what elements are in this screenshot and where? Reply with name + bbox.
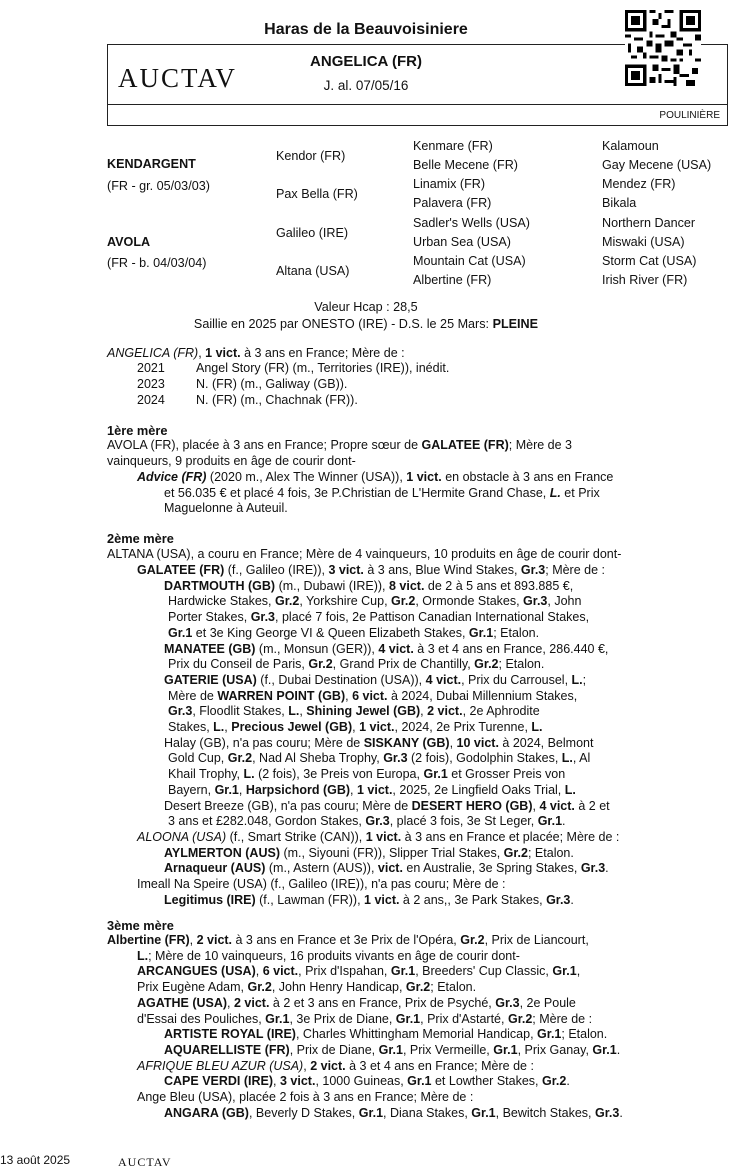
section-title-mere3: 3ème mère	[107, 918, 174, 933]
mere1-advice-line: et 56.035 € et placé 4 fois, 3e P.Christian de L'Hermite Grand Chase, L. et Prix	[164, 486, 600, 500]
hcap-value: Valeur Hcap : 28,5	[314, 300, 418, 314]
mere3-line: Ange Bleu (USA), placée 2 fois à 3 ans en France; Mère de :	[137, 1090, 474, 1104]
mere2-line: 3 ans et £282.048, Gordon Stakes, Gr.3, placé 3 fois, 3e St Leger, Gr.1.	[168, 814, 566, 829]
gen3-item: Kenmare (FR)	[413, 139, 493, 153]
horse-info: J. al. 07/05/16	[323, 78, 409, 93]
mere3-line: CAPE VERDI (IRE), 3 vict., 1000 Guineas, Gr.1 et Lowther Stakes, Gr.2.	[164, 1074, 570, 1089]
produce-text: N. (FR) (m., Galiway (GB)).	[196, 377, 348, 391]
mere2-line: Khail Trophy, L. (2 fois), 3e Preis von Europa, Gr.1 et Grosser Preis von	[168, 767, 566, 782]
gen2-item: Galileo (IRE)	[276, 226, 349, 240]
mere2-line: GALATEE (FR) (f., Galileo (IRE)), 3 vict. à 3 ans, Blue Wind Stakes, Gr.3; Mère de :	[137, 563, 605, 577]
mere2-line: Mère de WARREN POINT (GB), 6 vict. à 2024, Dubai Millennium Stakes,	[168, 688, 578, 703]
horse-name: ANGELICA (FR)	[310, 53, 422, 70]
category-tag: POULINIÈRE	[659, 110, 720, 121]
mere2-line: Porter Stakes, Gr.3, placé 7 fois, 2e Pattison Canadian International Stakes,	[168, 610, 590, 625]
mere2-line: Halay (GB), n'a pas couru; Mère de SISKANY (GB), 10 vict. à 2024, Belmont	[164, 735, 594, 750]
footer-logo: AUCTAV	[118, 1155, 172, 1169]
gen2-item: Kendor (FR)	[276, 149, 346, 163]
header-divider	[107, 104, 727, 105]
mere2-line: Hardwicke Stakes, Gr.2, Yorkshire Cup, Gr.2, Ormonde Stakes, Gr.3, John	[168, 594, 582, 609]
produce-text: N. (FR) (m., Chachnak (FR)).	[196, 393, 358, 407]
mere2-line: Imeall Na Speire (USA) (f., Galileo (IRE)), n'a pas couru; Mère de :	[137, 877, 506, 891]
mere2-line: GATERIE (USA) (f., Dubai Destination (USA)), 4 vict., Prix du Carrousel, L.;	[164, 672, 587, 687]
saillie-line: Saillie en 2025 par ONESTO (IRE) - D.S. le 25 Mars: PLEINE	[193, 317, 539, 331]
sire-name: KENDARGENT	[107, 157, 196, 171]
sire-info: (FR - gr. 05/03/03)	[107, 179, 210, 193]
gen3-item: Mountain Cat (USA)	[413, 254, 526, 268]
mere2-line: Prix du Conseil de Paris, Gr.2, Grand Prix de Chantilly, Gr.2; Etalon.	[168, 657, 545, 672]
section-title-mere1: 1ère mère	[107, 423, 168, 438]
gen4-item: Storm Cat (USA)	[602, 254, 697, 268]
mere3-line: ARTISTE ROYAL (IRE), Charles Whittingham Memorial Handicap, Gr.1; Etalon.	[164, 1027, 608, 1042]
gen4-item: Mendez (FR)	[602, 177, 676, 191]
gen2-item: Altana (USA)	[276, 264, 350, 278]
mere2-line: ALOONA (USA) (f., Smart Strike (CAN)), 1 vict. à 3 ans en France et placée; Mère de :	[137, 829, 620, 844]
mere3-line: Albertine (FR), 2 vict. à 3 ans en France et 3e Prix de l'Opéra, Gr.2, Prix de Liancourt,	[107, 933, 589, 947]
gen3-item: Linamix (FR)	[413, 177, 486, 191]
qr-code-icon[interactable]	[625, 10, 701, 86]
mere1-advice: Advice (FR) (2020 m., Alex The Winner (USA)), 1 vict. en obstacle à 3 ans en France	[137, 470, 614, 484]
produce-year: 2024	[137, 393, 165, 407]
mere2-line: DARTMOUTH (GB) (m., Dubawi (IRE)), 8 vict. de 2 à 5 ans et 893.885 €,	[164, 578, 574, 593]
mere3-line: AQUARELLISTE (FR), Prix de Diane, Gr.1, Prix Vermeille, Gr.1, Prix Ganay, Gr.1.	[164, 1042, 621, 1057]
gen4-item: Kalamoun	[602, 139, 659, 153]
gen3-item: Albertine (FR)	[413, 273, 492, 287]
mere2-line: Gold Cup, Gr.2, Nad Al Sheba Trophy, Gr.3 (2 fois), Godolphin Stakes, L., Al	[168, 751, 591, 766]
dam-name: AVOLA	[107, 235, 151, 249]
mere3-line: ANGARA (GB), Beverly D Stakes, Gr.1, Diana Stakes, Gr.1, Bewitch Stakes, Gr.3.	[164, 1105, 623, 1120]
produce-intro: ANGELICA (FR), 1 vict. à 3 ans en France; Mère de :	[107, 346, 405, 360]
gen3-item: Sadler's Wells (USA)	[413, 216, 530, 230]
gen4-item: Bikala	[602, 196, 637, 210]
mere1-line: AVOLA (FR), placée à 3 ans en France; Propre sœur de GALATEE (FR); Mère de 3	[107, 438, 572, 452]
gen3-item: Urban Sea (USA)	[413, 235, 511, 249]
produce-year: 2023	[137, 377, 165, 391]
gen2-item: Pax Bella (FR)	[276, 187, 358, 201]
mere2-line: Legitimus (IRE) (f., Lawman (FR)), 1 vict. à 2 ans,, 3e Park Stakes, Gr.3.	[164, 892, 574, 907]
mere3-line: AFRIQUE BLEU AZUR (USA), 2 vict. à 3 et 4 ans en France; Mère de :	[137, 1058, 534, 1073]
mere3-line: L.; Mère de 10 vainqueurs, 16 produits vivants en âge de courir dont-	[137, 948, 520, 963]
gen4-item: Gay Mecene (USA)	[602, 158, 712, 172]
mere3-line: ARCANGUES (USA), 6 vict., Prix d'Ispahan, Gr.1, Breeders' Cup Classic, Gr.1,	[137, 964, 581, 979]
stud-name: Haras de la Beauvoisiniere	[264, 21, 468, 38]
mere2-line: Gr.1 et 3e King George VI & Queen Elizabeth Stakes, Gr.1; Etalon.	[168, 625, 540, 640]
footer-date: 13 août 2025	[0, 1153, 71, 1167]
gen3-item: Palavera (FR)	[413, 196, 492, 210]
gen4-item: Irish River (FR)	[602, 273, 688, 287]
produce-year: 2021	[137, 361, 165, 375]
mere1-line: vainqueurs, 9 produits en âge de courir dont-	[107, 454, 356, 468]
mere2-line: MANATEE (GB) (m., Monsun (GER)), 4 vict. à 3 et 4 ans en France, 286.440 €,	[164, 641, 609, 656]
mere3-line: AGATHE (USA), 2 vict. à 2 et 3 ans en France, Prix de Psyché, Gr.3, 2e Poule	[137, 995, 576, 1010]
dam-info: (FR - b. 04/03/04)	[107, 256, 207, 270]
mere1-advice-line: Maguelonne à Auteuil.	[164, 501, 288, 515]
section-title-mere2: 2ème mère	[107, 531, 174, 546]
mere2-intro: ALTANA (USA), a couru en France; Mère de 4 vainqueurs, 10 produits en âge de courir dont-	[107, 547, 622, 561]
auctav-logo: AUCTAV	[118, 63, 237, 93]
mere2-line: Desert Breeze (GB), n'a pas couru; Mère de DESERT HERO (GB), 4 vict. à 2 et	[164, 798, 610, 813]
mere3-line: Prix Eugène Adam, Gr.2, John Henry Handicap, Gr.2; Etalon.	[137, 980, 477, 995]
mere2-line: Stakes, L., Precious Jewel (GB), 1 vict., 2024, 2e Prix Turenne, L.	[168, 720, 543, 734]
gen4-item: Miswaki (USA)	[602, 235, 685, 249]
mere2-line: Gr.3, Floodlit Stakes, L., Shining Jewel (GB), 2 vict., 2e Aphrodite	[168, 704, 540, 719]
mere2-line: Arnaqueur (AUS) (m., Astern (AUS)), vict. en Australie, 3e Spring Stakes, Gr.3.	[164, 861, 609, 876]
gen4-item: Northern Dancer	[602, 216, 696, 230]
produce-text: Angel Story (FR) (m., Territories (IRE)), inédit.	[196, 361, 450, 375]
mere3-line: d'Essai des Pouliches, Gr.1, 3e Prix de Diane, Gr.1, Prix d'Astarté, Gr.2; Mère de :	[137, 1011, 593, 1026]
mere2-line: Bayern, Gr.1, Harpsichord (GB), 1 vict., 2025, 2e Lingfield Oaks Trial, L.	[168, 782, 576, 797]
mere2-line: AYLMERTON (AUS) (m., Siyouni (FR)), Slipper Trial Stakes, Gr.2; Etalon.	[164, 845, 574, 860]
gen3-item: Belle Mecene (FR)	[413, 158, 518, 172]
